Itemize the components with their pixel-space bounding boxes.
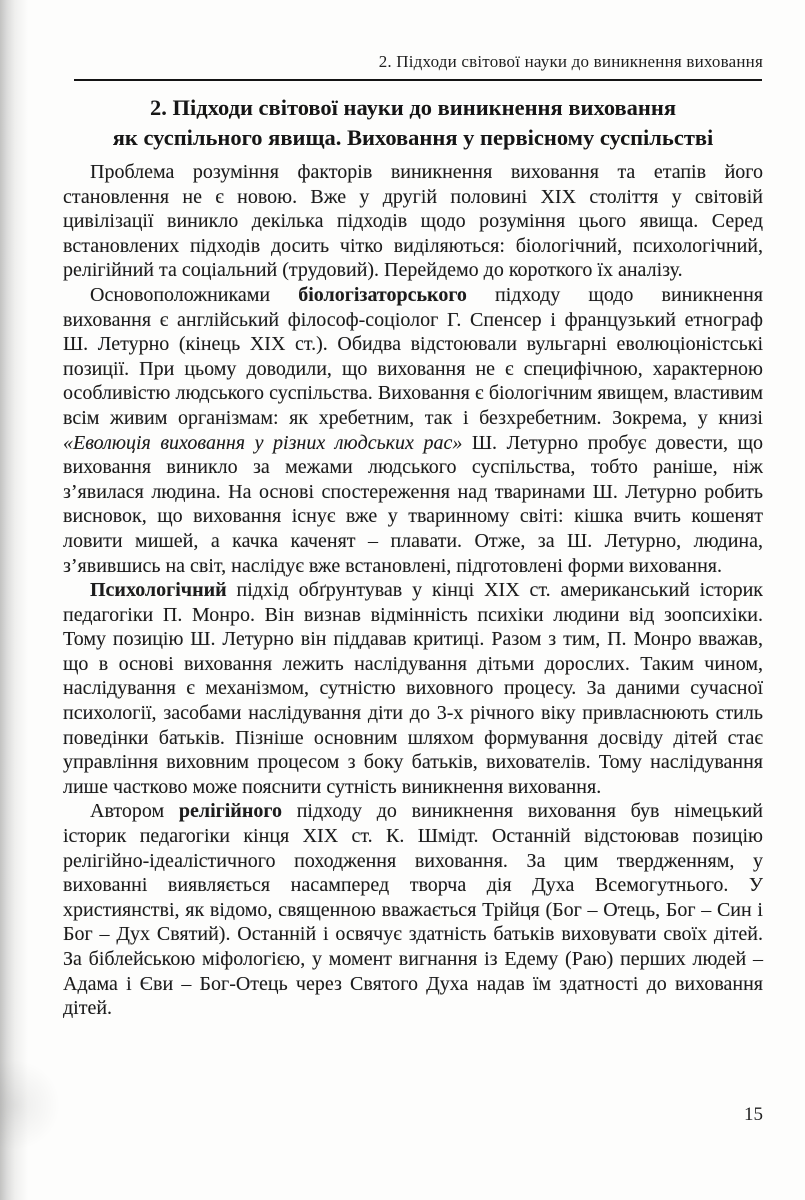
paragraph-biological-approach xyxy=(63,283,763,578)
scan-edge-shadow xyxy=(0,0,28,1200)
scan-corner-smudge xyxy=(0,1060,60,1150)
running-head: 2. Підходи світової науки до виникнення виховання xyxy=(378,52,763,71)
paragraph-text: Ш. Летурно пробує довести, що виховання виникло за межами людського суспільства, тобто раніше, ніж з’явилася людина. На основі спостереження над тваринами Ш. Летурно робить висновок, що виховання існує вже у тваринному світі: кішка вчить кошенят ловити мишей, а качка каченят – плавати. Отже, за Ш. Летурно, людина, з’явившись на світ, наслідує вже встановлені, підготовлені форми виховання. xyxy=(63,431,763,577)
paragraph-text: Проблема розуміння факторів виникнення виховання та етапів його становлення не є новою. Вже у другій половині XIX століття у світовій цивілізації виникло декілька підходів щодо розуміння цього явища. Серед встановлених підходів досить чітко виділяються: біологічний, психологічний, релігійний та соціальний (трудовий). Перейдемо до короткого їх аналізу. xyxy=(63,161,763,282)
paragraph-text: Автором xyxy=(90,800,179,823)
paragraph-psychological-approach xyxy=(63,578,763,799)
header-rule xyxy=(74,79,762,81)
book-title-italic: «Еволюція виховання у різних людських рас» xyxy=(63,431,463,454)
paragraph-text: підходу щодо виникнення виховання є англійський філософ-соціолог Г. Спенсер і французький етнограф Ш. Летурно (кінець XIX ст.). Обидва відстоювали вульгарні еволюціоністські позиції. При цьому доводили, що виховання не є специфічною, характерною особливістю людського суспільства. Виховання є біологічним явищем, властивим всім живим організмам: як хребетним, так і безхребетним. Зокрема, у книзі xyxy=(63,283,763,429)
chapter-title xyxy=(63,93,763,153)
paragraph-text: підходу до виникнення виховання був німецький історик педагогіки кінця XIX ст. К. Шмідт. Останній відстоював позицію релігійно-ідеалістичного походження виховання. За цим твердженням, у вихованні виявляється насамперед творча дія Духа Всемогутнього. У християнстві, як відомо, священною вважається Трійця (Бог – Отець, Бог – Син і Бог – Дух Святий). Останній і освячує здатність батьків виховувати своїх дітей. За біблейською міфологією, у момент вигнання із Едему (Раю) перших людей – Адама і Єви – Бог-Отець через Святого Духа надав їм здатності до виховання дітей. xyxy=(63,800,763,1020)
paragraph-text: підхід обґрунтував у кінці XIX ст. американський історик педагогіки П. Монро. Він визнав відмінність психіки людини від зоопсихіки. Тому позицію Ш. Летурно він піддавав критиці. Разом з тим, П. Монро вважав, що в основі виховання лежить наслідування дітьми дорослих. Таким чином, наслідування є механізмом, сутністю виховного процесу. За даними сучасної психології, засобами наслідування діти до 3-х річного віку привласнюють стиль поведінки батьків. Пізніше основним шляхом формування досвіду дітей стає управління виховним процесом з боку батьків, вихователів. Тому наслідування лише частково може пояснити сутність виникнення виховання. xyxy=(63,579,763,798)
paragraph-text: Основоположниками xyxy=(90,283,299,306)
body-text xyxy=(63,160,763,1021)
chapter-title-line1: 2. Підходи світової науки до виникнення виховання xyxy=(149,95,677,120)
key-term-bold: Психологічний xyxy=(90,579,227,602)
paragraph-religious-approach xyxy=(63,799,763,1020)
page-number: 15 xyxy=(744,1104,763,1125)
chapter-title-line2: як суспільного явища. Виховання у первісному суспільстві xyxy=(112,125,714,151)
key-term-bold: біологізаторського xyxy=(298,283,467,306)
key-term-bold: релігійного xyxy=(178,800,282,823)
paragraph-intro xyxy=(63,160,763,283)
